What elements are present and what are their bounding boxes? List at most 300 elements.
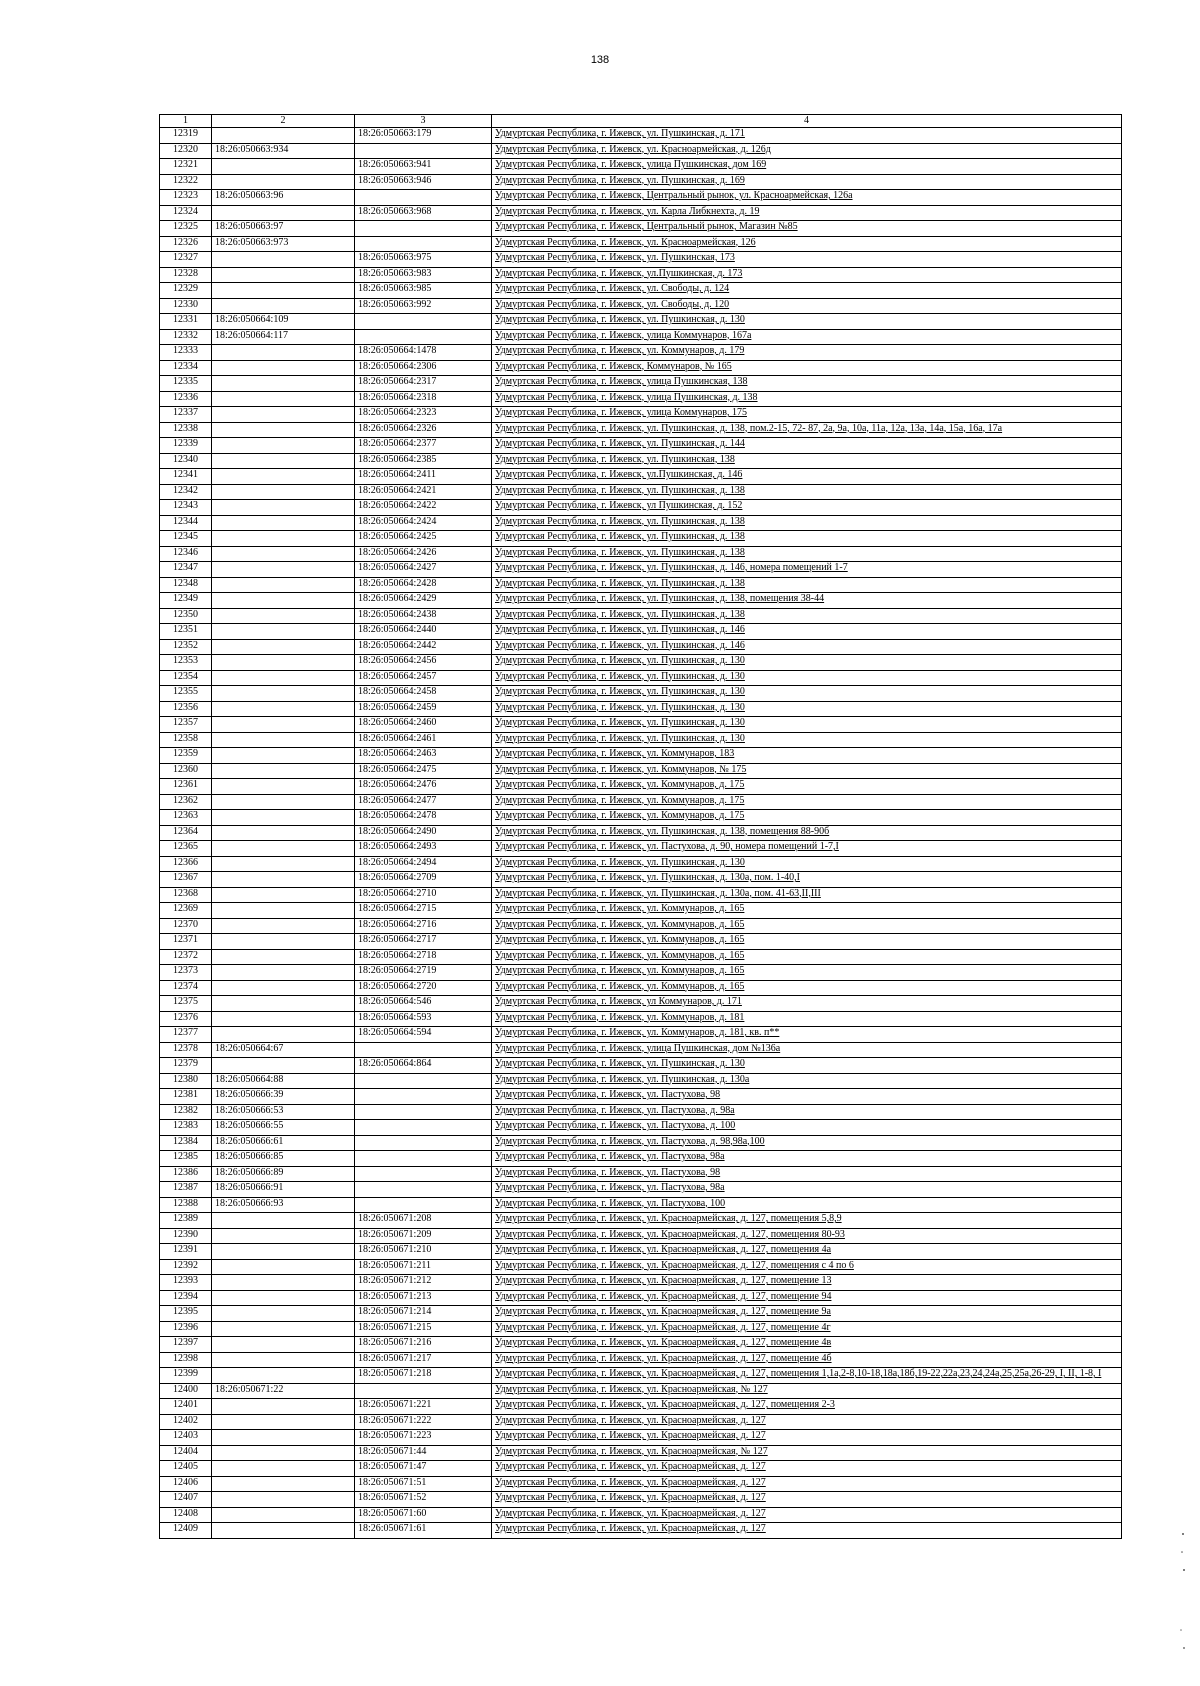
parcel-number-cell <box>212 1275 355 1291</box>
table-row <box>160 422 1122 438</box>
address-cell: Удмуртская Республика, г. Ижевск, ул. Красноармейская, д. 127, помещения 2-3 <box>492 1399 1122 1415</box>
parcel-number-cell <box>212 1523 355 1539</box>
address-cell: Удмуртская Республика, г. Ижевск, ул. Красноармейская, д. 127, помещения 5,8,9 <box>492 1213 1122 1229</box>
row-number-cell: 12396 <box>160 1321 212 1337</box>
cadastral-number-cell: 18:26:050664:2716 <box>355 918 492 934</box>
parcel-number-cell <box>212 422 355 438</box>
row-number-cell: 12342 <box>160 484 212 500</box>
cadastral-number-cell: 18:26:050671:211 <box>355 1259 492 1275</box>
parcel-number-cell: 18:26:050666:53 <box>212 1104 355 1120</box>
cadastral-number-cell: 18:26:050671:47 <box>355 1461 492 1477</box>
table-row <box>160 1058 1122 1074</box>
parcel-number-cell: 18:26:050666:85 <box>212 1151 355 1167</box>
table-row <box>160 407 1122 423</box>
cadastral-number-cell: 18:26:050671:221 <box>355 1399 492 1415</box>
parcel-number-cell <box>212 1430 355 1446</box>
row-number-cell: 12375 <box>160 996 212 1012</box>
table-row <box>160 593 1122 609</box>
table-row <box>160 1337 1122 1353</box>
table-row <box>160 810 1122 826</box>
parcel-number-cell <box>212 1058 355 1074</box>
parcel-number-cell <box>212 748 355 764</box>
parcel-number-cell <box>212 1492 355 1508</box>
address-cell: Удмуртская Республика, г. Ижевск, ул. Коммунаров, д. 165 <box>492 918 1122 934</box>
cadastral-number-cell: 18:26:050664:2424 <box>355 515 492 531</box>
table-row <box>160 1166 1122 1182</box>
row-number-cell: 12357 <box>160 717 212 733</box>
parcel-number-cell <box>212 484 355 500</box>
cadastral-number-cell: 18:26:050663:941 <box>355 159 492 175</box>
row-number-cell: 12380 <box>160 1073 212 1089</box>
address-cell: Удмуртская Республика, г. Ижевск, ул. Карла Либкнехта, д. 19 <box>492 205 1122 221</box>
parcel-number-cell <box>212 934 355 950</box>
table-row <box>160 438 1122 454</box>
parcel-number-cell <box>212 546 355 562</box>
table-row <box>160 965 1122 981</box>
address-cell: Удмуртская Республика, г. Ижевск, ул. Коммунаров, д. 181, кв. п** <box>492 1027 1122 1043</box>
row-number-cell: 12399 <box>160 1368 212 1384</box>
cadastral-number-cell: 18:26:050664:1478 <box>355 345 492 361</box>
address-cell: Удмуртская Республика, г. Ижевск, ул. Пастухова, д. 90, номера помещений 1-7,I <box>492 841 1122 857</box>
cadastral-number-cell: 18:26:050664:2323 <box>355 407 492 423</box>
cadastral-number-cell: 18:26:050664:2458 <box>355 686 492 702</box>
table-row <box>160 391 1122 407</box>
cadastral-number-cell: 18:26:050664:2440 <box>355 624 492 640</box>
parcel-number-cell <box>212 159 355 175</box>
cadastral-number-cell <box>355 1042 492 1058</box>
address-cell: Удмуртская Республика, г. Ижевск, ул. Пастухова, 98 <box>492 1166 1122 1182</box>
table-row <box>160 298 1122 314</box>
cadastral-number-cell <box>355 1197 492 1213</box>
cadastral-number-cell: 18:26:050671:222 <box>355 1414 492 1430</box>
address-cell: Удмуртская Республика, г. Ижевск, Коммунаров, № 165 <box>492 360 1122 376</box>
row-number-cell: 12359 <box>160 748 212 764</box>
address-cell: Удмуртская Республика, г. Ижевск, ул. Красноармейская, д. 127, помещение 9а <box>492 1306 1122 1322</box>
table-row <box>160 546 1122 562</box>
table-row <box>160 980 1122 996</box>
address-cell: Удмуртская Республика, г. Ижевск, ул. Пушкинская, д. 138 <box>492 577 1122 593</box>
row-number-cell: 12368 <box>160 887 212 903</box>
table-row <box>160 1073 1122 1089</box>
parcel-number-cell <box>212 252 355 268</box>
row-number-cell: 12330 <box>160 298 212 314</box>
cadastral-number-cell: 18:26:050664:2478 <box>355 810 492 826</box>
cadastral-number-cell: 18:26:050664:2385 <box>355 453 492 469</box>
table-row <box>160 1244 1122 1260</box>
address-cell: Удмуртская Республика, г. Ижевск, ул. Пастухова, д. 98,98а,100 <box>492 1135 1122 1151</box>
table-row <box>160 453 1122 469</box>
table-row <box>160 283 1122 299</box>
table-row <box>160 624 1122 640</box>
table-row <box>160 1151 1122 1167</box>
address-cell: Удмуртская Республика, г. Ижевск, ул. Красноармейская, д. 126д <box>492 143 1122 159</box>
row-number-cell: 12409 <box>160 1523 212 1539</box>
address-cell: Удмуртская Республика, г. Ижевск, ул. Пушкинская, д. 130 <box>492 686 1122 702</box>
parcel-number-cell <box>212 608 355 624</box>
parcel-number-cell <box>212 1414 355 1430</box>
table-row <box>160 1368 1122 1384</box>
page-number: 138 <box>590 54 610 66</box>
row-number-cell: 12394 <box>160 1290 212 1306</box>
cadastral-number-cell: 18:26:050671:215 <box>355 1321 492 1337</box>
table-row <box>160 732 1122 748</box>
address-cell: Удмуртская Республика, г. Ижевск, ул. Пушкинская, д. 146 <box>492 639 1122 655</box>
cadastral-number-cell <box>355 1182 492 1198</box>
address-cell: Удмуртская Республика, г. Ижевск, ул. Красноармейская, д. 127, помещение 4б <box>492 1352 1122 1368</box>
parcel-number-cell: 18:26:050666:93 <box>212 1197 355 1213</box>
address-cell: Удмуртская Республика, г. Ижевск, ул. Пушкинская, д. 130а, пом. 1-40,I <box>492 872 1122 888</box>
table-row <box>160 143 1122 159</box>
parcel-number-cell <box>212 856 355 872</box>
row-number-cell: 12336 <box>160 391 212 407</box>
row-number-cell: 12385 <box>160 1151 212 1167</box>
address-cell: Удмуртская Республика, г. Ижевск, ул. Пушкинская, д. 130 <box>492 1058 1122 1074</box>
parcel-number-cell: 18:26:050663:97 <box>212 221 355 237</box>
scan-artifact-marks <box>1175 1530 1187 1660</box>
parcel-number-cell <box>212 1445 355 1461</box>
parcel-number-cell <box>212 841 355 857</box>
row-number-cell: 12327 <box>160 252 212 268</box>
row-number-cell: 12319 <box>160 128 212 144</box>
parcel-number-cell <box>212 1306 355 1322</box>
parcel-number-cell <box>212 779 355 795</box>
address-cell: Удмуртская Республика, г. Ижевск, ул. Пушкинская, д. 146, номера помещений 1-7 <box>492 562 1122 578</box>
column-header: 3 <box>355 115 492 128</box>
address-cell: Удмуртская Республика, г. Ижевск, ул. Красноармейская, д. 127, помещение 94 <box>492 1290 1122 1306</box>
cadastral-number-cell <box>355 1089 492 1105</box>
address-cell: Удмуртская Республика, г. Ижевск, улица Коммунаров, 167а <box>492 329 1122 345</box>
address-cell: Удмуртская Республика, г. Ижевск, ул Пушкинская, д. 152 <box>492 500 1122 516</box>
row-number-cell: 12347 <box>160 562 212 578</box>
address-cell: Удмуртская Республика, г. Ижевск, ул. Пушкинская, д. 138 <box>492 608 1122 624</box>
parcel-number-cell <box>212 360 355 376</box>
parcel-number-cell: 18:26:050666:39 <box>212 1089 355 1105</box>
cadastral-number-cell <box>355 1073 492 1089</box>
cadastral-number-cell <box>355 190 492 206</box>
table-row <box>160 360 1122 376</box>
address-cell: Удмуртская Республика, г. Ижевск, улица Пушкинская, дом №136а <box>492 1042 1122 1058</box>
table-row <box>160 1445 1122 1461</box>
row-number-cell: 12351 <box>160 624 212 640</box>
row-number-cell: 12376 <box>160 1011 212 1027</box>
table-row <box>160 608 1122 624</box>
row-number-cell: 12397 <box>160 1337 212 1353</box>
row-number-cell: 12389 <box>160 1213 212 1229</box>
row-number-cell: 12369 <box>160 903 212 919</box>
cadastral-number-cell: 18:26:050664:2457 <box>355 670 492 686</box>
address-cell: Удмуртская Республика, г. Ижевск, ул. Пушкинская, д. 138 <box>492 515 1122 531</box>
cadastral-number-cell: 18:26:050664:2438 <box>355 608 492 624</box>
table-row <box>160 1321 1122 1337</box>
row-number-cell: 12408 <box>160 1507 212 1523</box>
row-number-cell: 12384 <box>160 1135 212 1151</box>
cadastral-number-cell: 18:26:050671:223 <box>355 1430 492 1446</box>
cadastral-number-cell: 18:26:050664:2428 <box>355 577 492 593</box>
row-number-cell: 12366 <box>160 856 212 872</box>
row-number-cell: 12362 <box>160 794 212 810</box>
cadastral-number-cell: 18:26:050671:61 <box>355 1523 492 1539</box>
table-row <box>160 1104 1122 1120</box>
cadastral-number-cell: 18:26:050664:2717 <box>355 934 492 950</box>
address-cell: Удмуртская Республика, г. Ижевск, ул. Пушкинская, 138 <box>492 453 1122 469</box>
address-cell: Удмуртская Республика, г. Ижевск, ул. Красноармейская, д. 127 <box>492 1507 1122 1523</box>
parcel-number-cell <box>212 1213 355 1229</box>
row-number-cell: 12379 <box>160 1058 212 1074</box>
row-number-cell: 12346 <box>160 546 212 562</box>
table-row <box>160 701 1122 717</box>
address-cell: Удмуртская Республика, г. Ижевск, улица Коммунаров, 175 <box>492 407 1122 423</box>
cadastral-number-cell: 18:26:050663:975 <box>355 252 492 268</box>
address-cell: Удмуртская Республика, г. Ижевск, ул.Пушкинская, д. 146 <box>492 469 1122 485</box>
parcel-number-cell <box>212 624 355 640</box>
address-cell: Удмуртская Республика, г. Ижевск, ул. Красноармейская, д. 127, помещения 4а <box>492 1244 1122 1260</box>
parcel-number-cell: 18:26:050663:973 <box>212 236 355 252</box>
parcel-number-cell <box>212 1228 355 1244</box>
row-number-cell: 12391 <box>160 1244 212 1260</box>
table-row <box>160 1228 1122 1244</box>
address-cell: Удмуртская Республика, г. Ижевск, ул. Пушкинская, д. 130 <box>492 670 1122 686</box>
address-cell: Удмуртская Республика, г. Ижевск, ул. Пушкинская, д. 138, пом.2-15, 72- 87, 2а, 9а, 10а, 11а, 12а, 13а, 14а, 15а, 16а, 17а <box>492 422 1122 438</box>
cadastral-number-cell: 18:26:050664:2710 <box>355 887 492 903</box>
table-row <box>160 376 1122 392</box>
parcel-number-cell <box>212 407 355 423</box>
address-cell: Удмуртская Республика, г. Ижевск, ул. Свободы, д. 124 <box>492 283 1122 299</box>
table-row <box>160 1213 1122 1229</box>
parcel-number-cell: 18:26:050664:109 <box>212 314 355 330</box>
registry-table <box>159 114 1122 1539</box>
cadastral-number-cell: 18:26:050671:209 <box>355 1228 492 1244</box>
column-header: 1 <box>160 115 212 128</box>
parcel-number-cell <box>212 1461 355 1477</box>
table-row <box>160 267 1122 283</box>
table-row <box>160 903 1122 919</box>
cadastral-number-cell: 18:26:050671:210 <box>355 1244 492 1260</box>
table-row <box>160 1476 1122 1492</box>
row-number-cell: 12395 <box>160 1306 212 1322</box>
table-row <box>160 1259 1122 1275</box>
parcel-number-cell <box>212 515 355 531</box>
row-number-cell: 12363 <box>160 810 212 826</box>
row-number-cell: 12365 <box>160 841 212 857</box>
cadastral-number-cell: 18:26:050664:2442 <box>355 639 492 655</box>
row-number-cell: 12404 <box>160 1445 212 1461</box>
cadastral-number-cell <box>355 143 492 159</box>
cadastral-number-cell <box>355 1135 492 1151</box>
table-row <box>160 205 1122 221</box>
parcel-number-cell <box>212 205 355 221</box>
cadastral-number-cell: 18:26:050664:2427 <box>355 562 492 578</box>
row-number-cell: 12361 <box>160 779 212 795</box>
cadastral-number-cell: 18:26:050664:2459 <box>355 701 492 717</box>
cadastral-number-cell: 18:26:050664:2326 <box>355 422 492 438</box>
cadastral-number-cell: 18:26:050671:214 <box>355 1306 492 1322</box>
table-row <box>160 794 1122 810</box>
table-row <box>160 329 1122 345</box>
address-cell: Удмуртская Республика, г. Ижевск, улица Пушкинская, д. 138 <box>492 391 1122 407</box>
address-cell: Удмуртская Республика, г. Ижевск, ул. Свободы, д. 120 <box>492 298 1122 314</box>
parcel-number-cell <box>212 562 355 578</box>
table-row <box>160 1135 1122 1151</box>
table-row <box>160 562 1122 578</box>
address-cell: Удмуртская Республика, г. Ижевск, ул.Пушкинская, д. 173 <box>492 267 1122 283</box>
table-row <box>160 128 1122 144</box>
address-cell: Удмуртская Республика, г. Ижевск, ул. Красноармейская, д. 127, помещение 13 <box>492 1275 1122 1291</box>
table-row <box>160 1197 1122 1213</box>
parcel-number-cell <box>212 391 355 407</box>
cadastral-number-cell: 18:26:050664:2306 <box>355 360 492 376</box>
address-cell: Удмуртская Республика, г. Ижевск, ул. Коммунаров, 183 <box>492 748 1122 764</box>
address-cell: Удмуртская Республика, г. Ижевск, ул. Пушкинская, д. 138, помещения 38-44 <box>492 593 1122 609</box>
address-cell: Удмуртская Республика, г. Ижевск, ул. Красноармейская, д. 127, помещения 1,1а,2-8,10-18,18а,18б,19-22,22а,23,24,24а,25,25а,26-29, I, II, 1-8, I <box>492 1368 1122 1384</box>
table-row <box>160 174 1122 190</box>
table-row <box>160 1523 1122 1539</box>
table-row <box>160 1027 1122 1043</box>
address-cell: Удмуртская Республика, г. Ижевск, ул. Пушкинская, д. 144 <box>492 438 1122 454</box>
row-number-cell: 12321 <box>160 159 212 175</box>
address-cell: Удмуртская Республика, г. Ижевск, ул. Коммунаров, д. 165 <box>492 903 1122 919</box>
cadastral-number-cell: 18:26:050664:2421 <box>355 484 492 500</box>
row-number-cell: 12355 <box>160 686 212 702</box>
table-row <box>160 841 1122 857</box>
parcel-number-cell <box>212 500 355 516</box>
parcel-number-cell <box>212 825 355 841</box>
address-cell: Удмуртская Республика, г. Ижевск, улица Пушкинская, дом 169 <box>492 159 1122 175</box>
row-number-cell: 12372 <box>160 949 212 965</box>
address-cell: Удмуртская Республика, г. Ижевск, ул. Пастухова, 98 <box>492 1089 1122 1105</box>
parcel-number-cell <box>212 670 355 686</box>
row-number-cell: 12326 <box>160 236 212 252</box>
cadastral-number-cell: 18:26:050671:51 <box>355 1476 492 1492</box>
parcel-number-cell <box>212 1011 355 1027</box>
row-number-cell: 12329 <box>160 283 212 299</box>
cadastral-number-cell <box>355 1166 492 1182</box>
row-number-cell: 12352 <box>160 639 212 655</box>
cadastral-number-cell: 18:26:050663:992 <box>355 298 492 314</box>
cadastral-number-cell: 18:26:050664:2411 <box>355 469 492 485</box>
cadastral-number-cell: 18:26:050664:2317 <box>355 376 492 392</box>
parcel-number-cell: 18:26:050663:934 <box>212 143 355 159</box>
table-row <box>160 1399 1122 1415</box>
table-row <box>160 872 1122 888</box>
cadastral-number-cell: 18:26:050664:2456 <box>355 655 492 671</box>
cadastral-number-cell: 18:26:050664:546 <box>355 996 492 1012</box>
row-number-cell: 12398 <box>160 1352 212 1368</box>
cadastral-number-cell: 18:26:050664:2490 <box>355 825 492 841</box>
parcel-number-cell <box>212 810 355 826</box>
address-cell: Удмуртская Республика, г. Ижевск, ул. Красноармейская, 126 <box>492 236 1122 252</box>
row-number-cell: 12337 <box>160 407 212 423</box>
table-row <box>160 686 1122 702</box>
parcel-number-cell <box>212 438 355 454</box>
parcel-number-cell <box>212 949 355 965</box>
cadastral-number-cell: 18:26:050671:213 <box>355 1290 492 1306</box>
parcel-number-cell <box>212 1244 355 1260</box>
row-number-cell: 12331 <box>160 314 212 330</box>
table-row <box>160 763 1122 779</box>
parcel-number-cell <box>212 577 355 593</box>
cadastral-number-cell <box>355 329 492 345</box>
row-number-cell: 12320 <box>160 143 212 159</box>
parcel-number-cell <box>212 298 355 314</box>
table-row <box>160 190 1122 206</box>
row-number-cell: 12383 <box>160 1120 212 1136</box>
parcel-number-cell: 18:26:050666:91 <box>212 1182 355 1198</box>
cadastral-number-cell: 18:26:050663:985 <box>355 283 492 299</box>
cadastral-number-cell: 18:26:050664:2715 <box>355 903 492 919</box>
cadastral-number-cell <box>355 314 492 330</box>
column-header: 2 <box>212 115 355 128</box>
table-row <box>160 918 1122 934</box>
cadastral-number-cell: 18:26:050664:2318 <box>355 391 492 407</box>
parcel-number-cell <box>212 686 355 702</box>
parcel-number-cell <box>212 1337 355 1353</box>
cadastral-number-cell <box>355 1120 492 1136</box>
row-number-cell: 12400 <box>160 1383 212 1399</box>
address-cell: Удмуртская Республика, г. Ижевск, ул. Коммунаров, д. 181 <box>492 1011 1122 1027</box>
row-number-cell: 12332 <box>160 329 212 345</box>
cadastral-number-cell: 18:26:050671:60 <box>355 1507 492 1523</box>
table-row <box>160 779 1122 795</box>
row-number-cell: 12406 <box>160 1476 212 1492</box>
table-row <box>160 1275 1122 1291</box>
address-cell: Удмуртская Республика, г. Ижевск, Центральный рынок, Магазин №85 <box>492 221 1122 237</box>
address-cell: Удмуртская Республика, г. Ижевск, ул. Коммунаров, д. 179 <box>492 345 1122 361</box>
parcel-number-cell: 18:26:050666:55 <box>212 1120 355 1136</box>
table-row <box>160 655 1122 671</box>
parcel-number-cell <box>212 174 355 190</box>
row-number-cell: 12341 <box>160 469 212 485</box>
parcel-number-cell: 18:26:050666:61 <box>212 1135 355 1151</box>
table-row <box>160 949 1122 965</box>
table-row <box>160 996 1122 1012</box>
table-row <box>160 577 1122 593</box>
address-cell: Удмуртская Республика, г. Ижевск, Центральный рынок, ул. Красноармейская, 126а <box>492 190 1122 206</box>
table-row <box>160 717 1122 733</box>
table-row <box>160 1182 1122 1198</box>
cadastral-number-cell: 18:26:050664:2429 <box>355 593 492 609</box>
table-row <box>160 1089 1122 1105</box>
cadastral-number-cell: 18:26:050664:2463 <box>355 748 492 764</box>
table-row <box>160 1042 1122 1058</box>
parcel-number-cell <box>212 267 355 283</box>
address-cell: Удмуртская Республика, г. Ижевск, улица Пушкинская, 138 <box>492 376 1122 392</box>
row-number-cell: 12348 <box>160 577 212 593</box>
row-number-cell: 12392 <box>160 1259 212 1275</box>
parcel-number-cell <box>212 1259 355 1275</box>
address-cell: Удмуртская Республика, г. Ижевск, ул. Красноармейская, д. 127 <box>492 1461 1122 1477</box>
cadastral-number-cell: 18:26:050663:983 <box>355 267 492 283</box>
address-cell: Удмуртская Республика, г. Ижевск, ул. Красноармейская, д. 127, помещения с 4 по 6 <box>492 1259 1122 1275</box>
address-cell: Удмуртская Республика, г. Ижевск, ул. Пушкинская, д. 138 <box>492 484 1122 500</box>
row-number-cell: 12356 <box>160 701 212 717</box>
address-cell: Удмуртская Республика, г. Ижевск, ул. Пастухова, д. 100 <box>492 1120 1122 1136</box>
cadastral-number-cell: 18:26:050664:2461 <box>355 732 492 748</box>
address-cell: Удмуртская Республика, г. Ижевск, ул. Коммунаров, д. 165 <box>492 965 1122 981</box>
cadastral-number-cell: 18:26:050664:2422 <box>355 500 492 516</box>
table-row <box>160 856 1122 872</box>
row-number-cell: 12335 <box>160 376 212 392</box>
address-cell: Удмуртская Республика, г. Ижевск, ул. Пушкинская, д. 130 <box>492 717 1122 733</box>
table-body <box>160 128 1122 1539</box>
cadastral-number-cell <box>355 1104 492 1120</box>
address-cell: Удмуртская Республика, г. Ижевск, ул. Пушкинская, д. 130а, пом. 41-63,II,III <box>492 887 1122 903</box>
row-number-cell: 12390 <box>160 1228 212 1244</box>
parcel-number-cell: 18:26:050671:22 <box>212 1383 355 1399</box>
table-row <box>160 1430 1122 1446</box>
table-row <box>160 159 1122 175</box>
row-number-cell: 12339 <box>160 438 212 454</box>
cadastral-number-cell: 18:26:050664:2377 <box>355 438 492 454</box>
